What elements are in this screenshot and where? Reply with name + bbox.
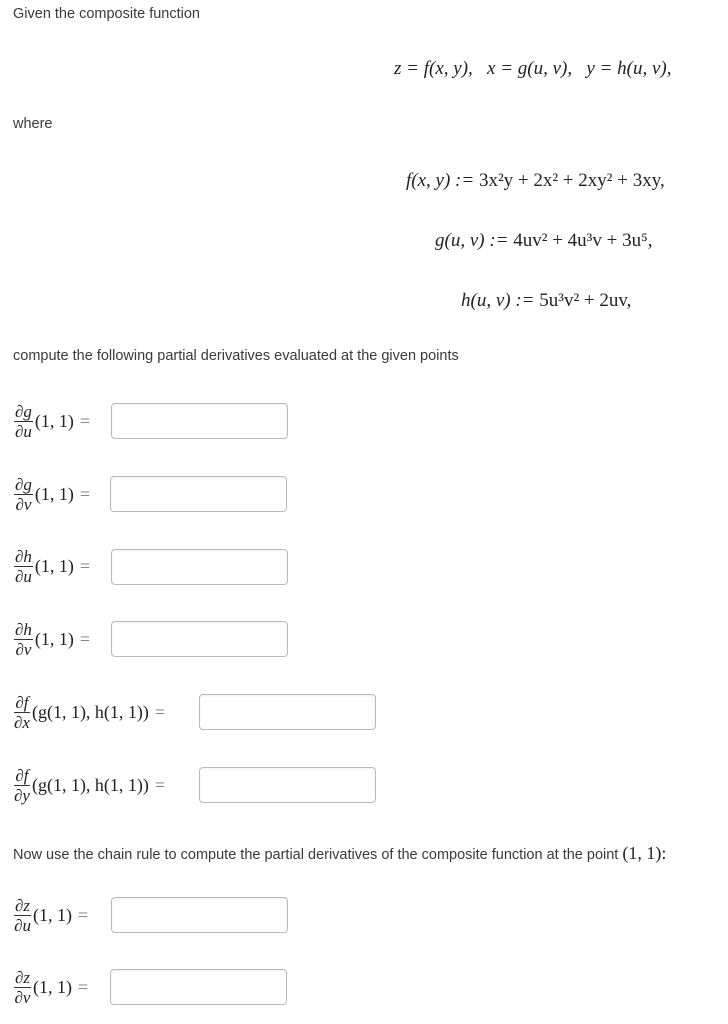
answer-input-dg-dv[interactable] <box>110 476 287 512</box>
fraction-numerator: ∂z <box>15 895 31 915</box>
fraction-denominator: ∂v <box>14 987 31 1007</box>
question-df-dx <box>14 690 165 734</box>
g-rhs: 4uv² + 4u³v + 3u⁵, <box>513 230 653 251</box>
question-dh-du <box>14 544 90 588</box>
fraction-numerator: ∂z <box>15 967 31 987</box>
equals-sign: = <box>154 774 166 795</box>
where-text: where <box>13 116 53 132</box>
equals-sign: = <box>78 904 89 925</box>
fraction-numerator: ∂f <box>15 765 29 785</box>
question-dg-du <box>14 399 90 443</box>
question-df-dy <box>14 763 165 807</box>
equals-sign: = <box>154 701 166 722</box>
question-dz-du <box>14 893 88 937</box>
fraction-denominator: ∂u <box>15 421 32 441</box>
h-definition <box>461 290 631 312</box>
fraction-numerator: ∂h <box>15 546 32 566</box>
f-lhs: f(x, y) := <box>406 170 475 191</box>
fraction-denominator: ∂x <box>14 712 30 732</box>
g-definition <box>435 230 652 252</box>
answer-input-dh-dv[interactable] <box>111 621 288 657</box>
fraction <box>14 694 30 731</box>
fraction-numerator: ∂h <box>15 619 32 639</box>
y-definition: y = h(u, v), <box>586 58 672 79</box>
equals-sign: = <box>79 410 91 431</box>
question-dg-dv <box>14 472 90 516</box>
answer-input-dz-du[interactable] <box>111 897 288 933</box>
evaluation-point: (g(1, 1), h(1, 1)) <box>31 701 149 722</box>
fraction-denominator: ∂v <box>15 494 32 514</box>
fraction <box>14 897 31 934</box>
answer-input-dg-du[interactable] <box>111 403 288 439</box>
question-dh-dv <box>14 617 90 661</box>
f-definition <box>406 170 665 192</box>
z-definition: z = f(x, y), <box>394 58 473 79</box>
fraction <box>14 621 33 658</box>
fraction-denominator: ∂u <box>15 566 32 586</box>
fraction-denominator: ∂u <box>14 915 31 935</box>
fraction <box>14 969 31 1006</box>
answer-input-df-dy[interactable] <box>199 767 376 803</box>
intro-text: Given the composite function <box>13 6 200 22</box>
evaluation-point: (g(1, 1), h(1, 1)) <box>31 774 149 795</box>
fraction-numerator: ∂f <box>15 692 29 712</box>
equals-sign: = <box>79 483 91 504</box>
evaluation-point: (1, 1) <box>34 410 74 431</box>
chain-rule-text <box>13 843 666 864</box>
chain-rule-instruction: Now use the chain rule to compute the partial derivatives of the composite function at the point <box>13 847 619 863</box>
fraction <box>14 403 33 440</box>
answer-input-dh-du[interactable] <box>111 549 288 585</box>
fraction-numerator: ∂g <box>15 401 32 421</box>
h-lhs: h(u, v) := <box>461 290 535 311</box>
evaluation-point: (1, 1) <box>33 904 73 925</box>
composite-definition <box>394 58 671 80</box>
evaluation-point: (1, 1) <box>34 483 74 504</box>
g-lhs: g(u, v) := <box>435 230 509 251</box>
fraction <box>14 767 30 804</box>
evaluation-point: (1, 1) <box>34 555 74 576</box>
h-rhs: 5u³v² + 2uv, <box>539 290 632 311</box>
fraction <box>14 476 33 513</box>
equals-sign: = <box>79 555 91 576</box>
f-rhs: 3x²y + 2x² + 2xy² + 3xy, <box>478 170 665 191</box>
answer-input-dz-dv[interactable] <box>110 969 287 1005</box>
compute-text: compute the following partial derivatives evaluated at the given points <box>13 348 459 364</box>
fraction-denominator: ∂v <box>15 639 32 659</box>
answer-input-df-dx[interactable] <box>199 694 376 730</box>
x-definition: x = g(u, v), <box>487 58 573 79</box>
chain-rule-point: (1, 1): <box>622 843 667 863</box>
evaluation-point: (1, 1) <box>33 976 73 997</box>
evaluation-point: (1, 1) <box>34 628 74 649</box>
question-dz-dv <box>14 965 88 1009</box>
fraction-numerator: ∂g <box>15 474 32 494</box>
equals-sign: = <box>79 628 91 649</box>
fraction <box>14 548 33 585</box>
equals-sign: = <box>78 976 89 997</box>
fraction-denominator: ∂y <box>14 785 30 805</box>
